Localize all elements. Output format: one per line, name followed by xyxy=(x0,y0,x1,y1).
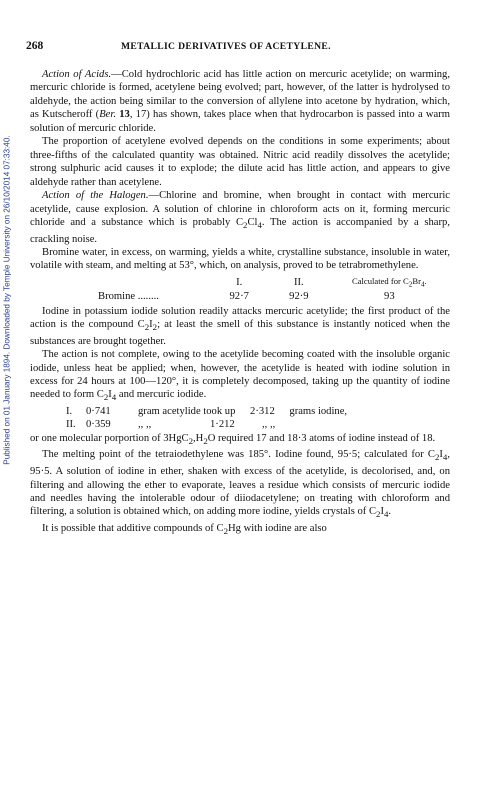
table-row xyxy=(98,291,450,303)
row-label: Bromine ........ xyxy=(98,290,159,302)
page-header xyxy=(26,40,450,56)
article-body xyxy=(30,68,450,539)
calculated-header: Calculated for $C_2Br_4$. xyxy=(351,275,427,289)
page-number: 268 xyxy=(26,40,44,52)
calculated-value: 93 xyxy=(384,290,395,302)
paragraph-melting-point: The melting point of the tetraiodethylene was 185°. Iodine found, 95·5; calculated for $C_2I_4$, 95·5. A solution of iodine in ether, shaken with excess of the acetylide, is decolorised, and, on filtering and allowing the ether to evaporate, leaves a residue which consists of mercuric iodide and needles having the intolerable odour of diiodacetylene; on treating with chloroform and filtering, a solution is obtained which, on adding more iodine, yields crystals of $C_2I_4$. xyxy=(30,449,450,520)
paragraph-molecular-proportion: or one molecular porportion of $3HgC_2,H_2O$ required 17 and 18·3 atoms of iodine instead of 18. xyxy=(30,432,436,447)
table-cell: 92·9 xyxy=(289,290,309,302)
citation-volume: 13 xyxy=(119,109,130,121)
download-watermark xyxy=(1,70,13,530)
paragraph-bromine-water: Bromine water, in excess, on warming, yields a white, crystalline substance, insoluble in water, volatile with steam, and melting at 53°, which, on analysis, proved to be tetrabromethylene. xyxy=(30,247,450,272)
paragraph-incomplete-action: The action is not complete, owing to the acetylide becoming coated with the insoluble organic iodide, unless heat be applied; when, however, the acetylide is heated with iodine solution in excess for 24 hours at 100—120°, it is completely decomposed, taking up the quantity of iodine needed to form $C_2I_4$ and mercuric iodide. xyxy=(30,349,450,403)
column-header: II. xyxy=(294,276,304,288)
paragraph-acetylene-proportion: The proportion of acetylene evolved depends on the conditions in some experiments; about three-fifths of the calculated quantity was obtained. Nitric acid readily dissolves the acetylide; strong sulphuric acid causes it to explode; the dilute acid has little action, and appears to give aldehyde rather than acetylene. xyxy=(30,136,450,188)
list-item: I. 0·741 gram acetylide took up 2·312 grams iodine, xyxy=(66,406,348,418)
paragraph-action-of-halogen: Action of the Halogen.—Chlorine and bromine, when brought in contact with mercuric acetylide, cause explosion. A solution of chlorine in chloroform acts on it, forming mercuric chloride and a substance which is probably $C_2Cl_4$. The action is accompanied by a sharp, crackling noise. xyxy=(30,190,450,245)
table-cell: 92·7 xyxy=(229,290,249,302)
section-lead-halogen: Action of the Halogen. xyxy=(42,190,149,202)
paragraph-iodine-solution: Iodine in potassium iodide solution readily attacks mercuric acetylide; the first product of the action is the compound $C_2I_2$; at least the smell of this substance is instantly noticed when the substances are brought together. xyxy=(30,305,450,347)
download-notice: Published on 01 January 1894. Downloaded by Temple University on 26/10/2014 07:33:40. xyxy=(2,135,12,465)
section-lead-acids: Action of Acids. xyxy=(42,69,112,80)
table-header-row xyxy=(98,275,450,291)
column-header: I. xyxy=(236,276,243,288)
list-item: II. 0·359 ,, ,, 1·212 ,, ,, xyxy=(66,419,276,431)
paragraph-additive-compounds: It is possible that additive compounds of $C_2Hg$ with iodine are also xyxy=(42,522,327,537)
bromine-analysis-table xyxy=(98,275,450,303)
running-title: METALLIC DERIVATIVES OF ACETYLENE. xyxy=(121,41,331,52)
paragraph-action-of-acids: Action of Acids.—Cold hydrochloric acid has little action on mercuric acetylide; on warming, mercuric chloride is formed, acetylene being evolved; part, however, of the latter is hydrolysed to aldehyde, the action being similar to the conversion of allylene into acetone by hydration, which, as Kutscheroff (Ber. 13, 17) has shown, takes place when that hydrocarbon is passed into a warm solution of mercuric chloride. xyxy=(30,69,450,134)
citation-journal: Ber. xyxy=(99,109,116,121)
